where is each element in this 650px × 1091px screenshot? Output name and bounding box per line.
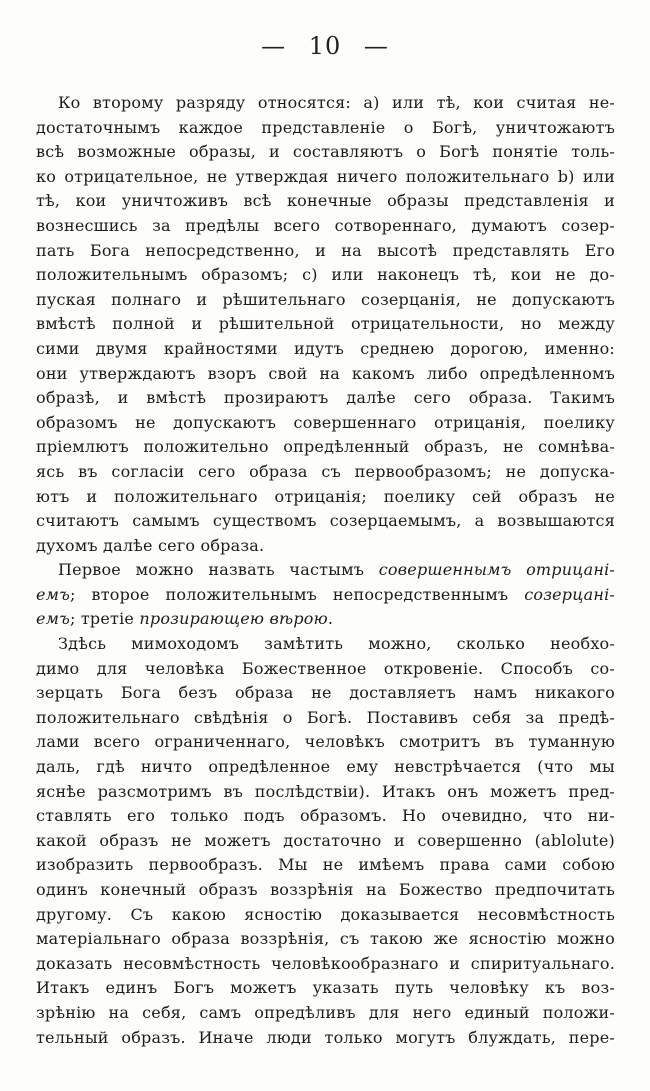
text-segment: они утверждаютъ взоръ свой на какомъ либо опредѣленномъ <box>36 363 615 383</box>
text-segment: даль, гдѣ ничто опредѣленное ему невстрѣчается (что мы <box>36 757 615 777</box>
text-line <box>36 558 615 583</box>
text-segment: ко отрицательное, не утверждая ничего положительнаго b) или <box>36 166 615 186</box>
text-line <box>36 853 615 878</box>
paragraph-2 <box>36 558 615 632</box>
text-line <box>36 534 615 559</box>
text-line <box>36 263 615 288</box>
text-segment: ютъ и положительнаго отрицанія; поелику сей образъ не <box>36 486 615 506</box>
text-segment: Здѣсь мимоходомъ замѣтить можно, сколько необхо- <box>58 634 615 654</box>
text-line <box>36 878 615 903</box>
text-segment: одинъ конечный образъ воззрѣнія на Божество предпочитать <box>36 880 615 899</box>
text-line <box>36 485 615 510</box>
text-segment: духомъ далѣе сего образа. <box>36 535 265 555</box>
text-segment: образомъ не допускаютъ совершеннаго отрицанія, поелику <box>36 412 615 432</box>
text-segment: зрѣнію на себя, самъ опредѣливъ для него единый положи- <box>36 1002 615 1022</box>
text-line <box>36 411 615 436</box>
text-line <box>36 509 615 534</box>
text-segment: Первое можно назвать частымъ <box>58 560 379 580</box>
text-segment: зерцать Бога безъ образа не доставляетъ намъ никакого <box>36 683 615 703</box>
text-segment: тѣ, кои уничтоживъ всѣ конечные образы представленія и <box>36 191 615 211</box>
text-segment: тельный образъ. Иначе люди только могутъ блуждать, пере- <box>36 1027 615 1047</box>
text-segment: достаточнымъ каждое представленіе о Богѣ, уничтожаютъ <box>36 117 615 137</box>
text-segment: пать Бога непосредственно, и на высотѣ представлять Его <box>36 240 615 260</box>
text-line <box>36 804 615 829</box>
text-line <box>36 780 615 805</box>
text-line <box>36 386 615 411</box>
text-line <box>36 460 615 485</box>
text-line <box>36 903 615 928</box>
text-line <box>36 239 615 264</box>
paragraph-1 <box>36 91 615 558</box>
text-segment: ; третіе <box>70 609 140 629</box>
text-segment: ставлять его только подъ образомъ. Но очевидно, что ни- <box>36 806 615 826</box>
italic-text-segment: емъ <box>36 584 70 604</box>
italic-text-segment: емъ <box>36 609 70 629</box>
text-line <box>36 730 615 755</box>
text-line <box>36 583 615 608</box>
text-segment: какой образъ не можетъ достаточно и совершенно (ablolute) <box>36 830 615 850</box>
text-line <box>36 681 615 706</box>
text-line <box>36 1001 615 1026</box>
text-line <box>36 288 615 313</box>
text-line <box>36 165 615 190</box>
italic-text-segment: созерцані- <box>524 584 615 604</box>
text-segment: яснѣе разсмотримъ въ послѣдствіи). Итакъ онъ можетъ пред- <box>36 781 615 801</box>
text-segment: пуская полнаго и рѣшительнаго созерцанія, не допускаютъ <box>36 289 615 309</box>
text-line <box>36 755 615 780</box>
text-segment: пріемлютъ положительно опредѣленный образъ, не сомнѣва- <box>36 437 615 457</box>
text-segment: доказать несовмѣстность человѣкообразнаго и спиритуальнаго. <box>36 953 615 973</box>
text-segment: Итакъ единъ Богъ можетъ указать путь человѣку къ воз- <box>36 978 615 998</box>
text-segment: сими двумя крайностями идутъ среднею дорогою, именно: <box>36 338 615 358</box>
text-segment: лами всего ограниченнаго, человѣкъ смотритъ въ туманную <box>36 732 615 752</box>
text-line <box>36 927 615 952</box>
text-line <box>36 952 615 977</box>
text-line <box>36 337 615 362</box>
text-line <box>36 116 615 141</box>
text-line <box>36 1026 615 1051</box>
text-segment: вознесшись за предѣлы всего сотвореннаго, думаютъ созер- <box>36 215 615 235</box>
text-segment: образѣ, и вмѣстѣ прозираютъ далѣе сего образа. Такимъ <box>36 388 615 408</box>
text-line <box>36 706 615 731</box>
italic-text-segment: прозирающею вѣрою <box>139 609 328 629</box>
text-segment: ясь въ согласіи сего образа съ первообразомъ; не допуска- <box>36 461 615 481</box>
page-number: — 10 — <box>261 32 389 60</box>
text-line <box>36 140 615 165</box>
text-block <box>36 91 615 1050</box>
text-line <box>36 976 615 1001</box>
text-segment: . <box>327 609 334 629</box>
italic-text-segment: совершеннымъ отрицані- <box>378 560 615 580</box>
text-line <box>36 829 615 854</box>
text-segment: вмѣстѣ полной и рѣшительной отрицательности, но между <box>36 314 615 334</box>
text-line <box>36 435 615 460</box>
text-segment: матеріальнаго образа воззрѣнія, съ такою же ясностію можно <box>36 929 615 949</box>
text-line <box>36 607 615 632</box>
text-line <box>36 657 615 682</box>
text-line <box>36 312 615 337</box>
text-segment: димо для человѣка Божественное откровеніе. Способъ со- <box>36 658 615 678</box>
text-segment: положительнымъ образомъ; с) или наконецъ тѣ, кои не до- <box>36 265 615 285</box>
text-line <box>36 91 615 116</box>
text-line <box>36 189 615 214</box>
text-segment: всѣ возможные образы, и составляютъ о Богѣ понятіе толь- <box>36 142 615 162</box>
text-segment: изобразить первообразъ. Мы не имѣемъ права сами собою <box>36 855 615 875</box>
paragraph-3 <box>36 632 615 1050</box>
text-segment: другому. Съ какою ясностію доказывается несовмѣстность <box>36 904 615 924</box>
text-line <box>36 362 615 387</box>
text-segment: считаютъ самымъ существомъ созерцаемымъ, а возвышаются <box>36 511 615 531</box>
text-segment: ; второе положительнымъ непосредственнымъ <box>70 584 525 604</box>
text-segment: положительнаго свѣдѣнія о Богѣ. Поставивъ себя за предѣ- <box>36 707 615 727</box>
text-line <box>36 632 615 657</box>
text-segment: Ко второму разряду относятся: а) или тѣ, кои считая не- <box>58 93 615 112</box>
text-line <box>36 214 615 239</box>
